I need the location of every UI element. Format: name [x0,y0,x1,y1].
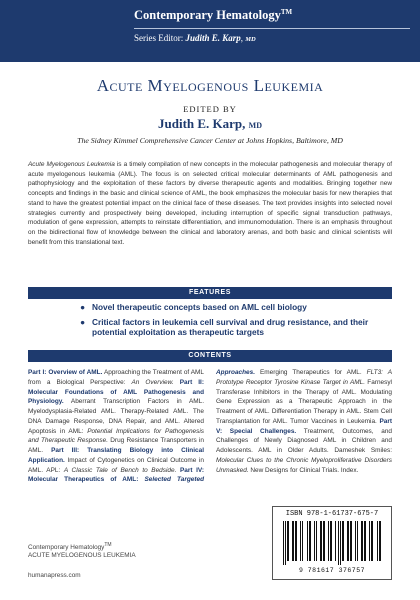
book-description [28,160,392,247]
barcode-bar [328,521,329,561]
footer-trademark: TM [104,542,112,548]
barcode-bar [340,521,341,565]
edited-by-label: EDITED BY [183,104,237,114]
barcode-bar [347,521,349,561]
header-divider [134,28,410,29]
contents-segment: A Classic Tale of Bench to Bedside. [63,466,177,474]
contents-segment: New Designs for Clinical Trials. Index. [248,466,359,474]
contents-segment: Part I: Overview of AML. [28,369,103,376]
bullet-icon: ● [80,302,86,312]
series-header-band [0,0,420,62]
contents-segment: An Overview. [131,378,174,386]
contents-heading: CONTENTS [28,350,392,362]
barcode-bar [309,521,311,561]
description-text: is a timely compilation of new concepts in the molecular pathogenesis and molecular therapy of acute myelogenous leukemia (AML). The focus is on selected critical molecular determinants of AML pathogenesis and pathophysiology and the exploitation of these factors by diverse therapeutic agents and modalities. Bringing together new concepts and findings in the basic and clinical science of AML, the book emphasizes the molecular basis for new therapies that stand to have the greatest potential impact on the clinical face of these diseases. The text provides insights into selected novel strategies currently and prospectively being developed, including interruption of specific signal transduction pathways, modulation of gene expression, attempts to reinstate differentiation, and immunomodulation. There is an emphasis throughout on the bidirectional flow of knowledge between the clinical and laboratory arenas, and both basic and clinical scientists will benefit from this translational text. [28,161,393,246]
barcode-bar [357,521,358,561]
barcode-bar [335,521,336,561]
barcode-bar [283,521,284,565]
barcode-bar [323,521,325,561]
barcode-bar [300,521,301,561]
barcode-bar [369,521,370,561]
barcode-bar [320,521,322,561]
barcode-number: 9 781617 376757 [298,567,365,574]
footer-book-title: ACUTE MYELOGENOUS LEUKEMIA [28,552,136,560]
features-heading: FEATURES [28,287,392,299]
contents-segment: FLT3: A Prototype Receptor Tyrosine Kinase Target in AML. [216,369,392,386]
barcode-image [281,521,383,565]
contents-segment: Potential Implications for Pathogenesis and Therapeutic Response. [28,427,204,445]
barcode-bar [330,521,332,561]
barcode-bar [355,521,356,561]
barcode-bar [361,521,363,561]
footer-series-name: Contemporary Hematology™ [28,542,112,552]
editor-affiliation: The Sidney Kimmel Comprehensive Cancer Center at Johns Hopkins, Baltimore, MD [77,136,343,145]
contents-segment: Emerging Therapeutics for AML. [255,369,367,376]
barcode-bar [371,521,373,561]
bullet-icon: ● [80,316,86,327]
barcode-bar [338,521,339,565]
barcode-bar [342,521,344,561]
barcode-bar [302,521,303,561]
editor-name: Judith E. Karp, MD [158,116,262,131]
contents-segment: Part III: Translating Biology into Clinical Application. [28,447,204,464]
feature-item: ● Novel therapeutic concepts based on AML cell biology [80,302,307,312]
features-list [80,302,380,342]
barcode-bar [350,521,352,561]
contents-segment: Impact of Cytogenetics on Clinical Outcome in AML. APL: [28,456,204,474]
book-title: Acute Myelogenous Leukemia [96,76,324,95]
series-editor-suffix: MD [245,36,256,43]
contents-segment: Molecular Clues to the Chronic Myeloproliferative Disorders Unmasked. [216,456,392,474]
contents-segment: Part IV: Molecular Therapeutics of AML: [28,466,204,484]
footer-series-block [28,541,136,560]
series-editor-name: Judith E. Karp [185,33,241,43]
series-editor-line: Series Editor: Judith E. Karp, MD [134,33,256,43]
contents-segment: Drug Resistance Transporters in AML. [28,437,204,454]
barcode-bar [364,521,366,561]
barcode-bar [307,521,308,561]
contents-segment: Aberrant Transcription Factors in AML. Myelodysplasia-Related AML. Therapy-Related AML. The DNA Damage Response, DNA Repair, and AML. Altered Apoptosis in AML: [28,398,204,435]
isbn-label: ISBN 978-1-61737-675-7 [285,510,379,518]
editor-suffix: MD [248,121,262,130]
barcode-bar [292,521,294,561]
barcode-bar [314,521,315,561]
contents-segment: Farnesyl Transferase Inhibitors in the Therapy of AML. Modulating Gene Expression as a Therapeutic Approach in the Treatment of AML. Differentiation Therapy in AML. Stem Cell Transplantation for AML. Tumor Vaccines in Leukemia. [216,378,392,425]
barcode-bar [295,521,297,561]
description-title: Acute Myelogenous Leukemia [28,161,115,168]
contents-segment: Selected Targeted Approaches. [144,369,255,484]
contents-segment: Approaching the Treatment of AML from a Biological Perspective: [28,369,204,386]
feature-item: ● Critical factors in leukemia cell survival and drug resistance, and their potential exploitation as therapeutic targets [80,316,369,337]
barcode-bar [285,521,286,565]
barcode-panel [272,506,392,580]
series-name: Contemporary Hematology™ [134,8,293,23]
barcode-bar [316,521,317,561]
barcode-bar [287,521,289,561]
contents-segment: Treatment, Outcomes, and Challenges of Newly Diagnosed AML in Children and Adolescents. AML in Older Adults. Dameshek Smiles: [216,427,392,454]
barcode-bar [379,521,381,561]
contents-text [28,368,392,485]
publisher-url: humanapress.com [28,572,81,579]
series-editor-label: Series Editor: [134,33,184,43]
trademark-mark: TM [280,8,293,16]
contents-segment: Part II: Molecular Foundations of AML Pathogenesis and Physiology. [28,378,204,406]
contents-segment: Part V: Special Challenges. [216,417,392,435]
barcode-bar [377,521,378,561]
